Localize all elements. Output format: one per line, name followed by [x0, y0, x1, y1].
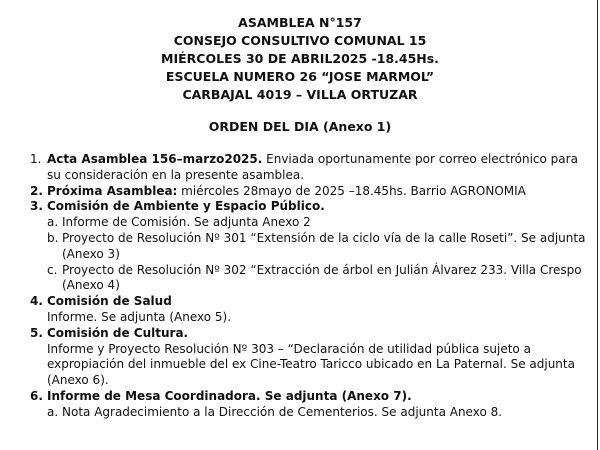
subitem-letter: a. — [47, 404, 59, 419]
agenda-item-title: Acta Asamblea 156–marzo2025. — [47, 152, 263, 166]
agenda-item-title: Comisión de Cultura. — [47, 325, 189, 340]
agenda-item-text: Enviada oportunamente por correo electrónico para su consideración en la presente asamblea. — [47, 152, 578, 182]
subitem-letter: c. — [47, 262, 58, 277]
agenda-item-number: 2. — [30, 183, 43, 198]
header-address: CARBAJAL 4019 – VILLA ORTUZAR — [182, 87, 418, 102]
subitem-letter: a. — [47, 215, 59, 230]
agenda-item-number: 3. — [30, 199, 43, 214]
agenda-item-5 — [30, 326, 590, 389]
agenda-item-title: Comisión de Salud — [47, 294, 172, 309]
agenda-subitem — [47, 405, 590, 421]
subitem-text: Proyecto de Resolución Nº 301 “Extensión de la ciclo vía de la calle Roseti”. Se adjunta (Anexo 3) — [62, 230, 586, 261]
assembly-header — [0, 14, 600, 104]
agenda-item-text: Informe y Proyecto Resolución Nº 303 – “Declaración de utilidad pública sujeto a expropiación del inmueble del ex Cine-Teatro Taricco ubicado en La Paternal. Se adjunta (Anexo 6). — [47, 341, 575, 388]
agenda-subitem — [47, 263, 590, 295]
subitem-letter: b. — [47, 230, 59, 245]
agenda-subitem — [47, 215, 590, 231]
agenda-item-number: 4. — [30, 294, 43, 309]
agenda-item-4 — [30, 294, 590, 326]
subitem-text: Proyecto de Resolución Nº 302 “Extracción de árbol en Julián Álvarez 233. Villa Crespo (Anexo 4) — [62, 262, 582, 293]
header-council-name: CONSEJO CONSULTIVO COMUNAL 15 — [173, 33, 427, 48]
header-assembly-number: ASAMBLEA N°157 — [238, 15, 362, 30]
agenda-item-title: Comisión de Ambiente y Espacio Público. — [47, 199, 325, 214]
subitem-text: Informe de Comisión. Se adjunta Anexo 2 — [62, 215, 311, 230]
agenda-list — [30, 152, 590, 421]
agenda-item-2 — [30, 184, 590, 200]
agenda-item-title: Próxima Asamblea: — [47, 183, 178, 198]
agenda-item-6 — [30, 389, 590, 421]
agenda-item-number: 5. — [30, 325, 43, 340]
subitem-text: Nota Agradecimiento a la Dirección de Cementerios. Se adjunta Anexo 8. — [62, 404, 503, 419]
agenda-item-number: 1. — [30, 152, 42, 166]
agenda-title: ORDEN DEL DIA (Anexo 1) — [208, 119, 392, 134]
header-date-time: MIÉRCOLES 30 DE ABRIL2025 -18.45Hs. — [161, 51, 439, 66]
agenda-item-text: miércoles 28mayo de 2025 –18.45hs. Barrio AGRONOMIA — [177, 183, 526, 198]
agenda-subitem — [47, 231, 590, 263]
agenda-item-3 — [30, 199, 590, 294]
agenda-item-text: Informe. Se adjunta (Anexo 5). — [47, 309, 232, 324]
header-school: ESCUELA NUMERO 26 “JOSE MARMOL” — [165, 69, 435, 84]
agenda-item-number: 6. — [30, 388, 43, 403]
agenda-item-1 — [30, 152, 590, 184]
agenda-item-title: Informe de Mesa Coordinadora. Se adjunta (Anexo 7). — [47, 388, 412, 403]
